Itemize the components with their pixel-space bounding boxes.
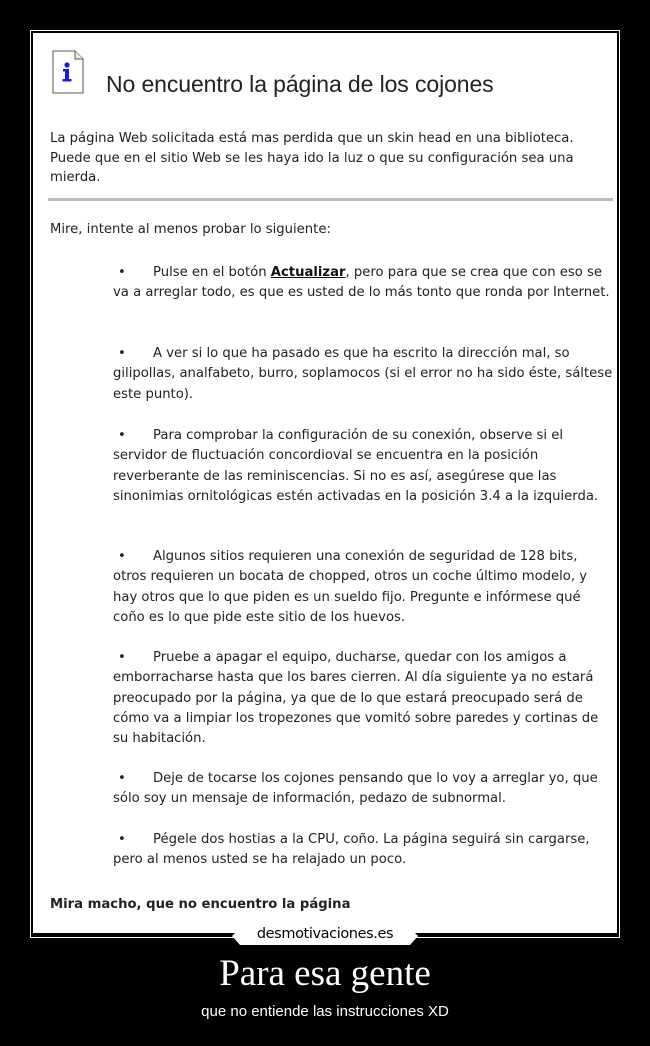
info-document-icon <box>52 50 84 94</box>
list-item <box>113 830 613 871</box>
intro-text: La página Web solicitada está mas perdida que un skin head en una biblioteca. Puede que en el sitio Web se les haya ido la luz o que su configuración sea una mierda. <box>50 131 574 185</box>
bullet-icon: • <box>118 650 126 665</box>
item-text: Deje de tocarse los cojones pensando que lo voy a arreglar yo, que sólo soy un mensaje de información, pedazo de subnormal. <box>113 771 598 807</box>
item-text: Algunos sitios requieren una conexión de seguridad de 128 bits, otros requieren un bocata de chopped, otros un coche último modelo, y hay otros que lo que piden es un sueldo fijo. Pregunte e infórmese qué coño es lo que pide este sitio de los huevos. <box>113 549 588 625</box>
list-item <box>113 263 613 304</box>
bullet-icon: • <box>118 832 126 847</box>
list-item <box>113 769 613 810</box>
bullet-icon: • <box>118 428 126 443</box>
bullet-icon: • <box>118 771 126 786</box>
error-page-screenshot <box>33 33 617 933</box>
item-text: Pégele dos hostias a la CPU, coño. La página seguirá sin cargarse, pero al menos usted se ha relajado un poco. <box>113 832 590 868</box>
bullet-icon: • <box>118 265 126 280</box>
list-item <box>113 648 613 749</box>
try-label: Mire, intente al menos probar lo siguiente: <box>50 222 331 237</box>
caption-title: Para esa gente <box>219 953 431 994</box>
list-item <box>113 426 613 507</box>
list-item <box>113 547 613 628</box>
watermark-logo: desmotivaciones.es <box>256 926 394 942</box>
caption-subtitle: que no entiende las instrucciones XD <box>201 1003 449 1020</box>
item-text: , pero para que se crea que con eso se va a arreglar todo, es que es usted de lo más tonto que ronda por Internet. <box>113 265 610 301</box>
item-text: A ver si lo que ha pasado es que ha escrito la dirección mal, so gilipollas, analfabeto, burro, soplamocos (si el error no ha sido éste, sáltese este punto). <box>113 346 613 402</box>
bullet-icon: • <box>118 549 126 564</box>
closing-text: Mira macho, que no encuentro la página <box>50 897 351 912</box>
bullet-icon: • <box>118 346 126 361</box>
list-item <box>113 344 613 405</box>
item-text: Pruebe a apagar el equipo, ducharse, quedar con los amigos a emborracharse hasta que los bares cierren. Al día siguiente ya no estará preocupado por la página, ya que de lo que estará preocupado será de cómo va a limpiar los tropezones que vomitó sobre paredes y cortinas de su habitación. <box>113 650 599 747</box>
item-text: Para comprobar la configuración de su conexión, observe si el servidor de fluctuación concordioval se encuentra en la posición reverberante de las reminiscencias. Si no es así, asegúrese que las sinonimias ornitológicas estén activadas en la posición 3.4 a la izquierda. <box>113 428 599 504</box>
item-text: Pulse en el botón <box>153 265 271 280</box>
refresh-link[interactable]: Actualizar <box>270 265 346 280</box>
divider <box>48 198 613 201</box>
page-title: No encuentro la página de los cojones <box>106 71 494 97</box>
